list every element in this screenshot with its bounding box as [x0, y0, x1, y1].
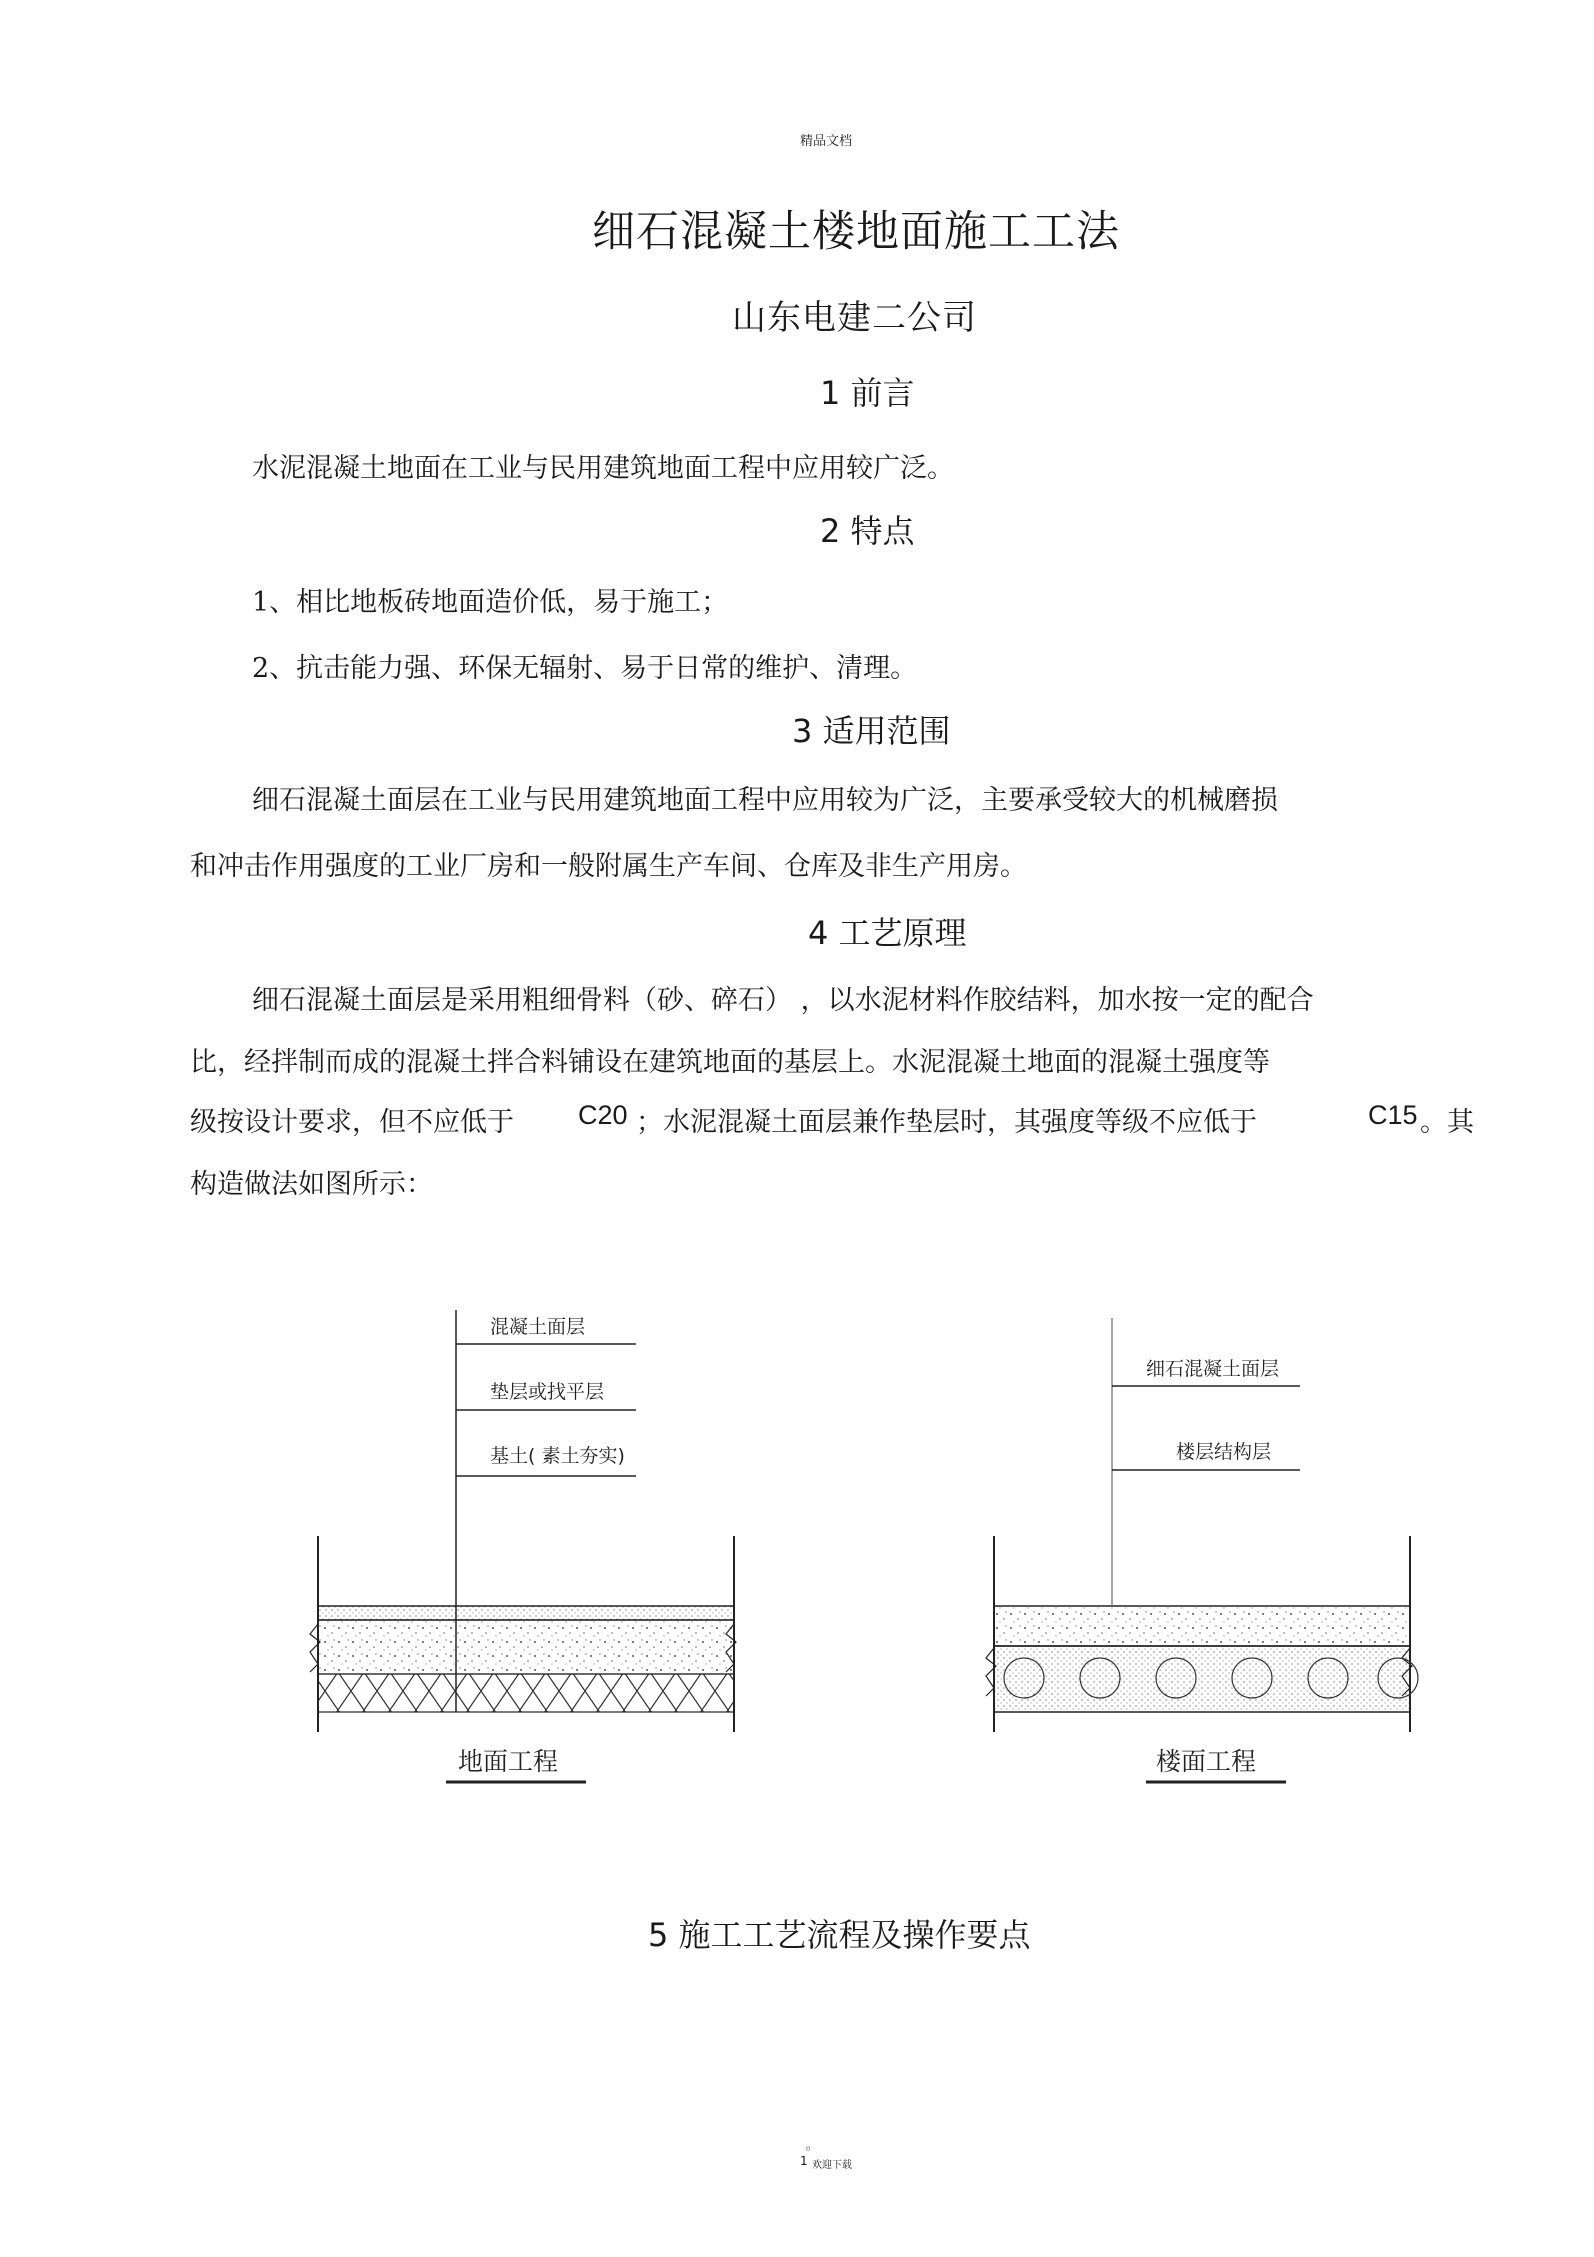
footer-text: 欢迎下载 — [812, 2160, 852, 2171]
ground-floor-diagram — [310, 1310, 736, 1782]
concrete-surface-layer — [318, 1606, 734, 1620]
section-4-line-3-e: 。其 — [1420, 1107, 1474, 1138]
section-4-line-1: 细石混凝土面层是采用粗细骨料（砂、碎石） ，以水泥材料作胶结料，加水按一定的配合 — [252, 985, 1314, 1016]
cushion-layer — [318, 1620, 734, 1674]
footer-dot: 。 — [806, 2138, 819, 2152]
section-3-line-1: 细石混凝土面层在工业与民用建筑地面工程中应用较为广泛，主要承受较大的机械磨损 — [252, 785, 1278, 816]
section-1-paragraph: 水泥混凝土地面在工业与民用建筑地面工程中应用较广泛。 — [252, 453, 954, 484]
fine-concrete-surface-layer — [994, 1606, 1410, 1646]
header-mark: 精品文档 — [800, 134, 853, 149]
document-title: 细石混凝土楼地面施工工法 — [592, 207, 1120, 257]
section-4-grade-c15: C15 — [1368, 1100, 1418, 1130]
section-4-heading: 4 工艺原理 — [808, 914, 967, 952]
upper-floor-diagram — [986, 1318, 1418, 1782]
label-cushion-layer: 垫层或找平层 — [490, 1381, 605, 1403]
construction-diagram — [0, 1290, 1594, 1830]
section-5-heading: 5 施工工艺流程及操作要点 — [648, 1916, 1031, 1954]
base-soil-layer — [318, 1674, 734, 1712]
caption-ground-floor: 地面工程 — [458, 1747, 559, 1776]
section-2-heading: 2 特点 — [820, 512, 915, 550]
section-3-line-2: 和冲击作用强度的工业厂房和一般附属生产车间、仓库及非生产用房。 — [190, 851, 1027, 882]
label-concrete-surface: 混凝土面层 — [490, 1316, 586, 1338]
section-3-heading: 3 适用范围 — [792, 712, 951, 750]
caption-upper-floor: 楼面工程 — [1156, 1747, 1257, 1776]
section-2-item-1: 1、相比地板砖地面造价低，易于施工； — [252, 587, 729, 618]
section-4-line-4: 构造做法如图所示： — [190, 1169, 433, 1200]
section-4-grade-c20: C20 — [578, 1100, 628, 1130]
section-4-line-3-c: ；水泥混凝土面层兼作垫层时，其强度等级不应低于 — [636, 1107, 1257, 1138]
label-fine-concrete-surface: 细石混凝土面层 — [1146, 1358, 1280, 1380]
section-1-heading: 1 前言 — [820, 374, 915, 412]
label-base-soil: 基土( 素土夯实) — [490, 1445, 625, 1467]
document-subtitle: 山东电建二公司 — [732, 298, 977, 338]
section-2-item-2: 2、抗击能力强、环保无辐射、易于日常的维护、清理。 — [252, 653, 918, 684]
section-4-line-3-a: 级按设计要求，但不应低于 — [190, 1107, 514, 1138]
section-4-line-2: 比，经拌制而成的混凝土拌合料铺设在建筑地面的基层上。水泥混凝土地面的混凝土强度等 — [190, 1047, 1270, 1078]
label-floor-structure: 楼层结构层 — [1176, 1441, 1272, 1463]
footer-page-number: 1 — [800, 2154, 808, 2168]
